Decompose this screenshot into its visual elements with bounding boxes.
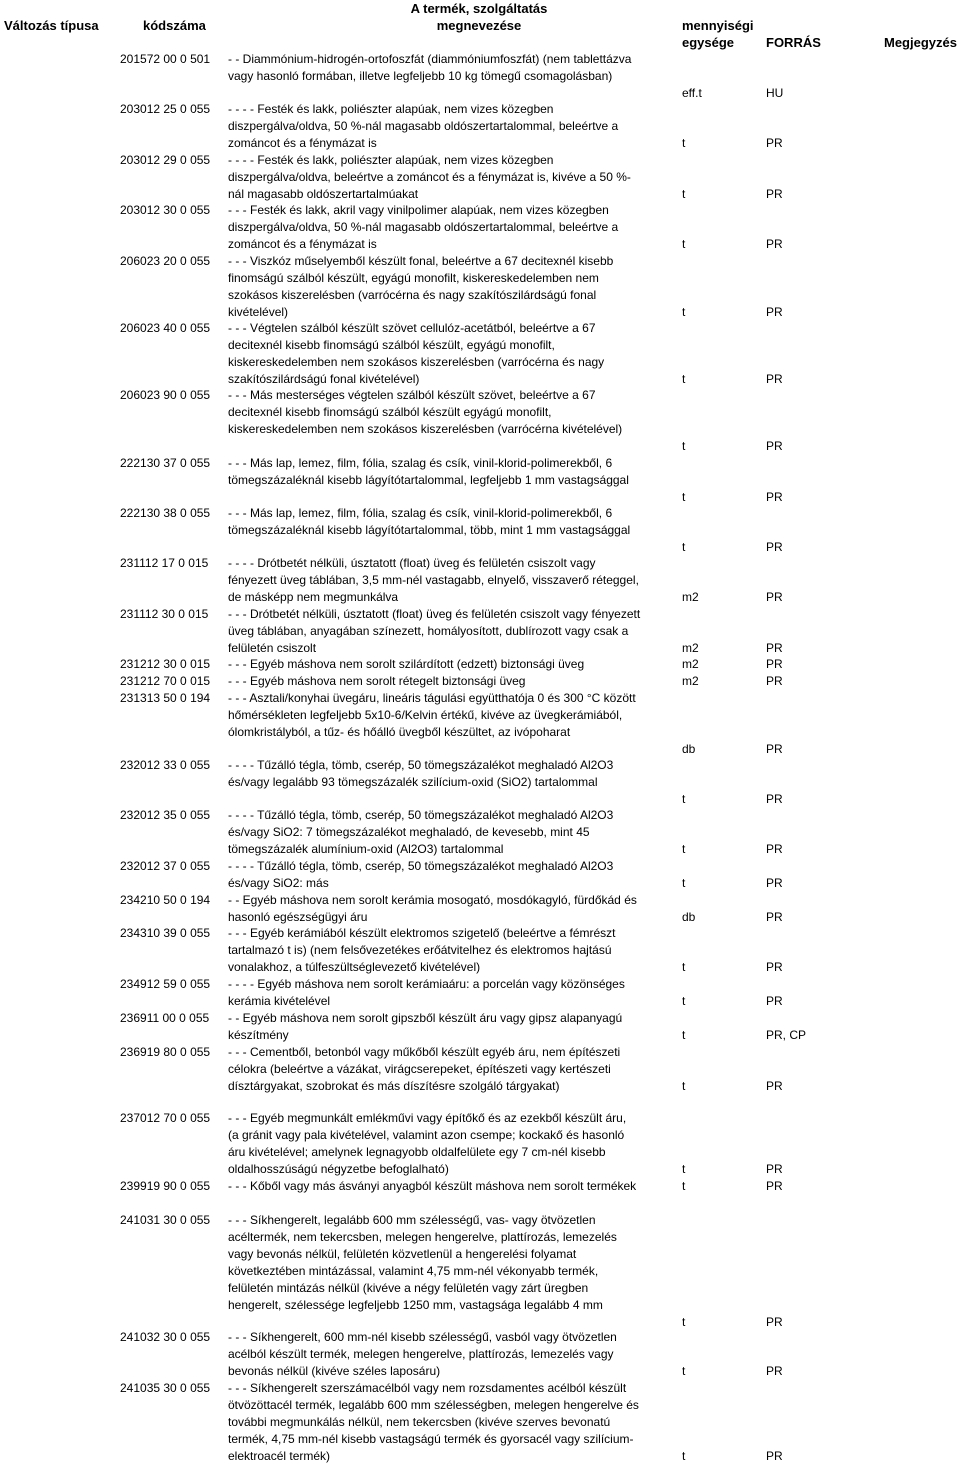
row-unit: t (682, 1449, 686, 1463)
row-source: PR (766, 994, 783, 1008)
row-description-line: - - - Cementből, betonból vagy műkőből készült egyéb áru, nem építészeti (228, 1045, 621, 1059)
row-code: 232012 37 0 055 (120, 859, 211, 873)
row-source: PR, CP (766, 1028, 807, 1042)
row-code: 231212 70 0 015 (120, 674, 211, 688)
row-source: PR (766, 439, 783, 453)
row-description-line: következtében mintázással, valamint 4,75 mm-nél vékonyabb termék, (228, 1264, 599, 1278)
row-description-line: - - - - Festék és lakk, poliészter alapúak, nem vizes közegben (228, 153, 554, 167)
row-description-line: tömegszázaléknál kisebb lágyítótartalommal, több, mint 1 mm vastagsággal (228, 523, 631, 537)
row-unit: t (682, 994, 686, 1008)
row-description-line: (a gránit vagy pala kivételével, valamint azon csempe; kockakő és hasonló (228, 1128, 625, 1142)
row-unit: t (682, 1179, 686, 1193)
row-description-line: kiskereskedelemben nem szokásos kiszerelésben (varrócérna kivételével) (228, 422, 623, 436)
row-code: 241035 30 0 055 (120, 1381, 211, 1395)
row-code: 231212 30 0 015 (120, 657, 211, 671)
row-description (228, 673, 680, 690)
row-description-line: - - Diammónium-hidrogén-ortofoszfát (diammóniumfoszfát) (nem tablettázva (228, 52, 632, 66)
row-source: PR (766, 237, 783, 251)
row-description-line: további megmunkálás nélkül, nem tekercsben (kivéve szerves bevonatú (228, 1415, 611, 1429)
row-description-line: diszpergálva/oldva, beleértve a zománcot és a fénymázat is, kivéve a 50 %- (228, 170, 631, 184)
header-change-type: Változás típusa (4, 18, 99, 33)
row-description-line: oldalhosszúságú négyzetbe befoglalható) (228, 1162, 449, 1176)
row-description (228, 858, 680, 892)
row-description-line: tartalmazó t is) (nem felsővezetékes erőátvitelhez és elektromos hajtású (228, 943, 612, 957)
row-unit: db (682, 910, 696, 924)
row-description-line: - - - Festék és lakk, akril vagy vinilpolimer alapúak, nem vizes közegben (228, 203, 609, 217)
row-description (228, 152, 680, 203)
row-description-line: - - - - Tűzálló tégla, tömb, cserép, 50 tömegszázalékot meghaladó Al2O3 (228, 808, 614, 822)
row-description-line: hasonló egészségügyi áru (228, 910, 368, 924)
row-source: PR (766, 792, 783, 806)
row-description (228, 1212, 680, 1314)
row-unit: t (682, 1079, 686, 1093)
row-code: 203012 29 0 055 (120, 153, 211, 167)
row-unit: t (682, 372, 686, 386)
row-description-line: hengerelt, szélessége legfeljebb 1250 mm, vastagsága legalább 4 mm (228, 1298, 603, 1312)
row-description-line: dísztárgyakat, szobrokat és más díszítésre szolgáló tárgyakat) (228, 1079, 560, 1093)
row-unit: t (682, 876, 686, 890)
row-source: PR (766, 540, 783, 554)
row-description-line: - - Egyéb máshova nem sorolt gipszből készült áru vagy gipsz alapanyagú (228, 1011, 623, 1025)
row-unit: t (682, 540, 686, 554)
row-code: 234210 50 0 194 (120, 893, 211, 907)
header-product-name: megnevezése (436, 18, 522, 33)
row-source: PR (766, 372, 783, 386)
row-description (228, 1380, 680, 1465)
row-description-line: finomságú szálból készült, egyágú monofilt, kiskereskedelemben nem (228, 271, 599, 285)
row-description-line: - - - - Egyéb máshova nem sorolt kerámiaáru: a porcelán vagy közönséges (228, 977, 625, 991)
row-code: 231313 50 0 194 (120, 691, 211, 705)
row-description (228, 455, 680, 489)
row-description (228, 656, 680, 673)
row-description-line: felületén csiszolt (228, 641, 317, 655)
row-unit: t (682, 136, 686, 150)
row-description (228, 976, 680, 1010)
row-description (228, 606, 680, 657)
row-description (228, 1329, 680, 1380)
row-description-line: - - - Végtelen szálból készült szövet cellulóz-acetátból, beleértve a 67 (228, 321, 596, 335)
row-source: PR (766, 136, 783, 150)
row-description-line: - - - Más mesterséges végtelen szálból készült szövet, beleértve a 67 (228, 388, 596, 402)
row-source: PR (766, 1364, 783, 1378)
row-description (228, 757, 680, 791)
row-description (228, 555, 680, 606)
row-code: 237012 70 0 055 (120, 1111, 211, 1125)
row-unit: t (682, 187, 686, 201)
row-description-line: kiskereskedelemben nem szokásos kiszerelésben (varrócérna és nagy (228, 355, 605, 369)
row-description (228, 1010, 680, 1044)
row-description-line: acélból készült termék, melegen hengerelve, plattírozás, lemezelés vagy (228, 1347, 614, 1361)
header-unit (682, 17, 762, 51)
row-description-line: - - - Egyéb megmunkált emlékművi vagy építőkő és az ezekből készült áru, (228, 1111, 627, 1125)
row-code: 232012 33 0 055 (120, 758, 211, 772)
row-source: PR (766, 490, 783, 504)
row-unit: t (682, 1315, 686, 1329)
row-description-line: diszpergálva/oldva, 50 %-nál magasabb oldószertartalommal, beleértve a (228, 119, 619, 133)
row-description (228, 253, 680, 321)
row-description-line: - - - Viszkóz műselyemből készült fonal, beleértve a 67 decitexnél kisebb (228, 254, 614, 268)
row-description-line: - - - Drótbetét nélküli, úsztatott (float) üveg és felületén csiszolt vagy fényezett (228, 607, 641, 621)
row-unit: t (682, 792, 686, 806)
row-source: PR (766, 641, 783, 655)
row-unit: m2 (682, 674, 699, 688)
row-source: PR (766, 1179, 783, 1193)
row-description-line: ötvözöttacél termék, legalább 600 mm szélességben, melegen hengerelve és (228, 1398, 639, 1412)
row-source: PR (766, 305, 783, 319)
row-description-line: - - - Síkhengerelt szerszámacélból vagy nem rozsdamentes acélból készült (228, 1381, 627, 1395)
row-description-line: és/vagy legalább 93 tömegszázalék szilícium-oxid (SiO2) tartalommal (228, 775, 598, 789)
row-description-line: készítmény (228, 1028, 289, 1042)
row-description-line: zománcot és a fénymázat is (228, 237, 377, 251)
row-description-line: de másképp nem megmunkálva (228, 590, 399, 604)
row-description (228, 387, 680, 438)
row-description-line: célokra (beleértve a vázákat, virágcserepeket, építészeti vagy kertészeti (228, 1062, 611, 1076)
header-product-title: A termék, szolgáltatás (410, 1, 548, 16)
row-description-line: - - - Kőből vagy más ásványi anyagból készült máshova nem sorolt termékek (228, 1179, 637, 1193)
row-description-line: kivételével) (228, 305, 289, 319)
row-description-line: áru kivételével; amelynek legnagyobb oldalfelülete egy 7 cm-nél kisebb (228, 1145, 606, 1159)
row-description-line: - - - - Tűzálló tégla, tömb, cserép, 50 tömegszázalékot meghaladó Al2O3 (228, 758, 614, 772)
row-unit: t (682, 305, 686, 319)
row-description (228, 807, 680, 858)
row-source: PR (766, 1315, 783, 1329)
row-description-line: zománcot és a fénymázat is (228, 136, 377, 150)
row-description-line: vagy hasonló formában, illetve legfeljebb 10 kg tömegű csomagolásban) (228, 69, 613, 83)
row-description-line: - - - Síkhengerelt, 600 mm-nél kisebb szélességű, vasból vagy ötvözetlen (228, 1330, 617, 1344)
row-description-line: - - - Asztali/konyhai üvegáru, lineáris tágulási együtthatója 0 és 300 °C között (228, 691, 636, 705)
row-code: 203012 30 0 055 (120, 203, 211, 217)
row-unit: t (682, 439, 686, 453)
row-code: 241031 30 0 055 (120, 1213, 211, 1227)
row-description (228, 1110, 680, 1178)
row-description-line: - - - Más lap, lemez, film, fólia, szalag és csík, vinil-klorid-polimerekből, 6 (228, 506, 613, 520)
row-source: PR (766, 960, 783, 974)
row-source: PR (766, 910, 783, 924)
row-code: 234310 39 0 055 (120, 926, 211, 940)
row-source: PR (766, 876, 783, 890)
row-code: 206023 40 0 055 (120, 321, 211, 335)
row-source: PR (766, 1162, 783, 1176)
row-source: PR (766, 1079, 783, 1093)
row-description-line: és/vagy SiO2: 7 tömegszázalékot meghaladó, de kevesebb, mint 45 (228, 825, 590, 839)
row-code: 236919 80 0 055 (120, 1045, 211, 1059)
row-unit: t (682, 842, 686, 856)
row-code: 206023 20 0 055 (120, 254, 211, 268)
row-description-line: kerámia kivételével (228, 994, 331, 1008)
row-description-line: elektroacél termék) (228, 1449, 331, 1463)
row-description (228, 1178, 680, 1195)
row-source: HU (766, 86, 784, 100)
header-unit-line1: mennyiségi (682, 18, 754, 33)
row-description-line: szakítószilárdságú fonal kivételével) (228, 372, 420, 386)
row-description-line: szokásos kiszerelésben (varrócérna és nagy szakítószilárdságú fonal (228, 288, 597, 302)
row-unit: m2 (682, 590, 699, 604)
row-description-line: nál magasabb oldószertartalmúakat (228, 187, 419, 201)
row-source: PR (766, 742, 783, 756)
row-code: 203012 25 0 055 (120, 102, 211, 116)
row-description-line: - - - Egyéb máshova nem sorolt rétegelt biztonsági üveg (228, 674, 526, 688)
row-code: 241032 30 0 055 (120, 1330, 211, 1344)
row-description-line: - - - Egyéb máshova nem sorolt szilárdított (edzett) biztonsági üveg (228, 657, 585, 671)
row-code: 201572 00 0 501 (120, 52, 211, 66)
row-description-line: ólomkristályból, a tűz- és hőálló üvegből készültet, az ivópoharat (228, 725, 571, 739)
row-unit: m2 (682, 657, 699, 671)
row-description-line: üveg táblában, anyagában színezett, homályosított, dublírozott vagy csak a (228, 624, 629, 638)
row-description-line: - - - - Tűzálló tégla, tömb, cserép, 50 tömegszázalékot meghaladó Al2O3 (228, 859, 614, 873)
header-code: kódszáma (143, 18, 206, 33)
row-description-line: és/vagy SiO2: más (228, 876, 329, 890)
row-description-line: decitexnél kisebb finomságú szálból készült, egyágú monofilt, (228, 338, 555, 352)
row-unit: t (682, 1364, 686, 1378)
header-product (384, 0, 574, 34)
row-description-line: tömegszázaléknál kisebb lágyítótartalommal, legfeljebb 1 mm vastagsággal (228, 473, 629, 487)
row-description-line: - - - - Festék és lakk, poliészter alapúak, nem vizes közegben (228, 102, 554, 116)
row-description (228, 505, 680, 539)
row-description-line: fényezett üveg táblában, 3,5 mm-nél vastagabb, elnyelő, visszaverő réteggel, (228, 573, 639, 587)
row-description (228, 202, 680, 253)
row-description-line: - - - - Drótbetét nélküli, úsztatott (float) üveg és felületén csiszolt vagy (228, 556, 596, 570)
row-code: 206023 90 0 055 (120, 388, 211, 402)
row-description-line: - - - Más lap, lemez, film, fólia, szalag és csík, vinil-klorid-polimerekből, 6 (228, 456, 613, 470)
row-description-line: acéltermék, nem tekercsben, melegen hengerelve, plattírozás, lemezelés (228, 1230, 617, 1244)
row-description-line: - - - Egyéb kerámiából készült elektromos szigetelő (beleértve a fémrészt (228, 926, 616, 940)
row-description (228, 925, 680, 976)
row-unit: t (682, 960, 686, 974)
row-code: 231112 17 0 015 (120, 556, 209, 570)
row-description-line: vagy bevonás nélkül, felületén közvetlenül a hengerelési folyamat (228, 1247, 577, 1261)
row-description-line: decitexnél kisebb finomságú szálból készült egyágú monofilt, (228, 405, 552, 419)
row-source: PR (766, 657, 783, 671)
row-description-line: termék, 4,75 mm-nél kisebb vastagságú termék és gyorsacél vagy szilícium- (228, 1432, 634, 1446)
row-unit: db (682, 742, 696, 756)
row-code: 232012 35 0 055 (120, 808, 211, 822)
row-code: 222130 37 0 055 (120, 456, 211, 470)
header-note: Megjegyzés (884, 35, 957, 50)
row-description-line: tömegszázalék alumínium-oxid (Al2O3) tartalommal (228, 842, 504, 856)
row-source: PR (766, 1449, 783, 1463)
row-unit: t (682, 1028, 686, 1042)
row-code: 236911 00 0 055 (120, 1011, 210, 1025)
row-source: PR (766, 187, 783, 201)
row-code: 239919 90 0 055 (120, 1179, 211, 1193)
row-unit: t (682, 1162, 686, 1176)
row-code: 231112 30 0 015 (120, 607, 209, 621)
row-description-line: felületén mintázás nélkül (kivéve a négy felületén vagy zárt üregben (228, 1281, 589, 1295)
row-description-line: vonalakhoz, a túlfeszültséglevezető kivételével) (228, 960, 481, 974)
row-unit: t (682, 237, 686, 251)
row-description-line: diszpergálva/oldva, 50 %-nál magasabb oldószertartalommal, beleértve a (228, 220, 619, 234)
row-description (228, 320, 680, 388)
row-description-line: hőmérsékleten legfeljebb 5x10-6/Kelvin értékű, kivéve az üvegkerámiából, (228, 708, 623, 722)
row-unit: eff.t (682, 86, 702, 100)
row-source: PR (766, 842, 783, 856)
row-description-line: - - Egyéb máshova nem sorolt kerámia mosogató, mosdókagyló, fürdőkád és (228, 893, 637, 907)
row-source: PR (766, 590, 783, 604)
row-description (228, 892, 680, 926)
row-code: 222130 38 0 055 (120, 506, 211, 520)
row-description (228, 690, 680, 741)
row-source: PR (766, 674, 783, 688)
row-description (228, 51, 680, 85)
row-unit: t (682, 490, 686, 504)
row-unit: m2 (682, 641, 699, 655)
row-code: 234912 59 0 055 (120, 977, 211, 991)
row-description-line: bevonás nélkül (kivéve széles laposáru) (228, 1364, 441, 1378)
row-description-line: - - - Síkhengerelt, legalább 600 mm szélességű, vas- vagy ötvözetlen (228, 1213, 596, 1227)
header-source: FORRÁS (766, 35, 821, 50)
row-description (228, 101, 680, 152)
row-description (228, 1044, 680, 1095)
header-unit-line2: egysége (682, 35, 735, 50)
